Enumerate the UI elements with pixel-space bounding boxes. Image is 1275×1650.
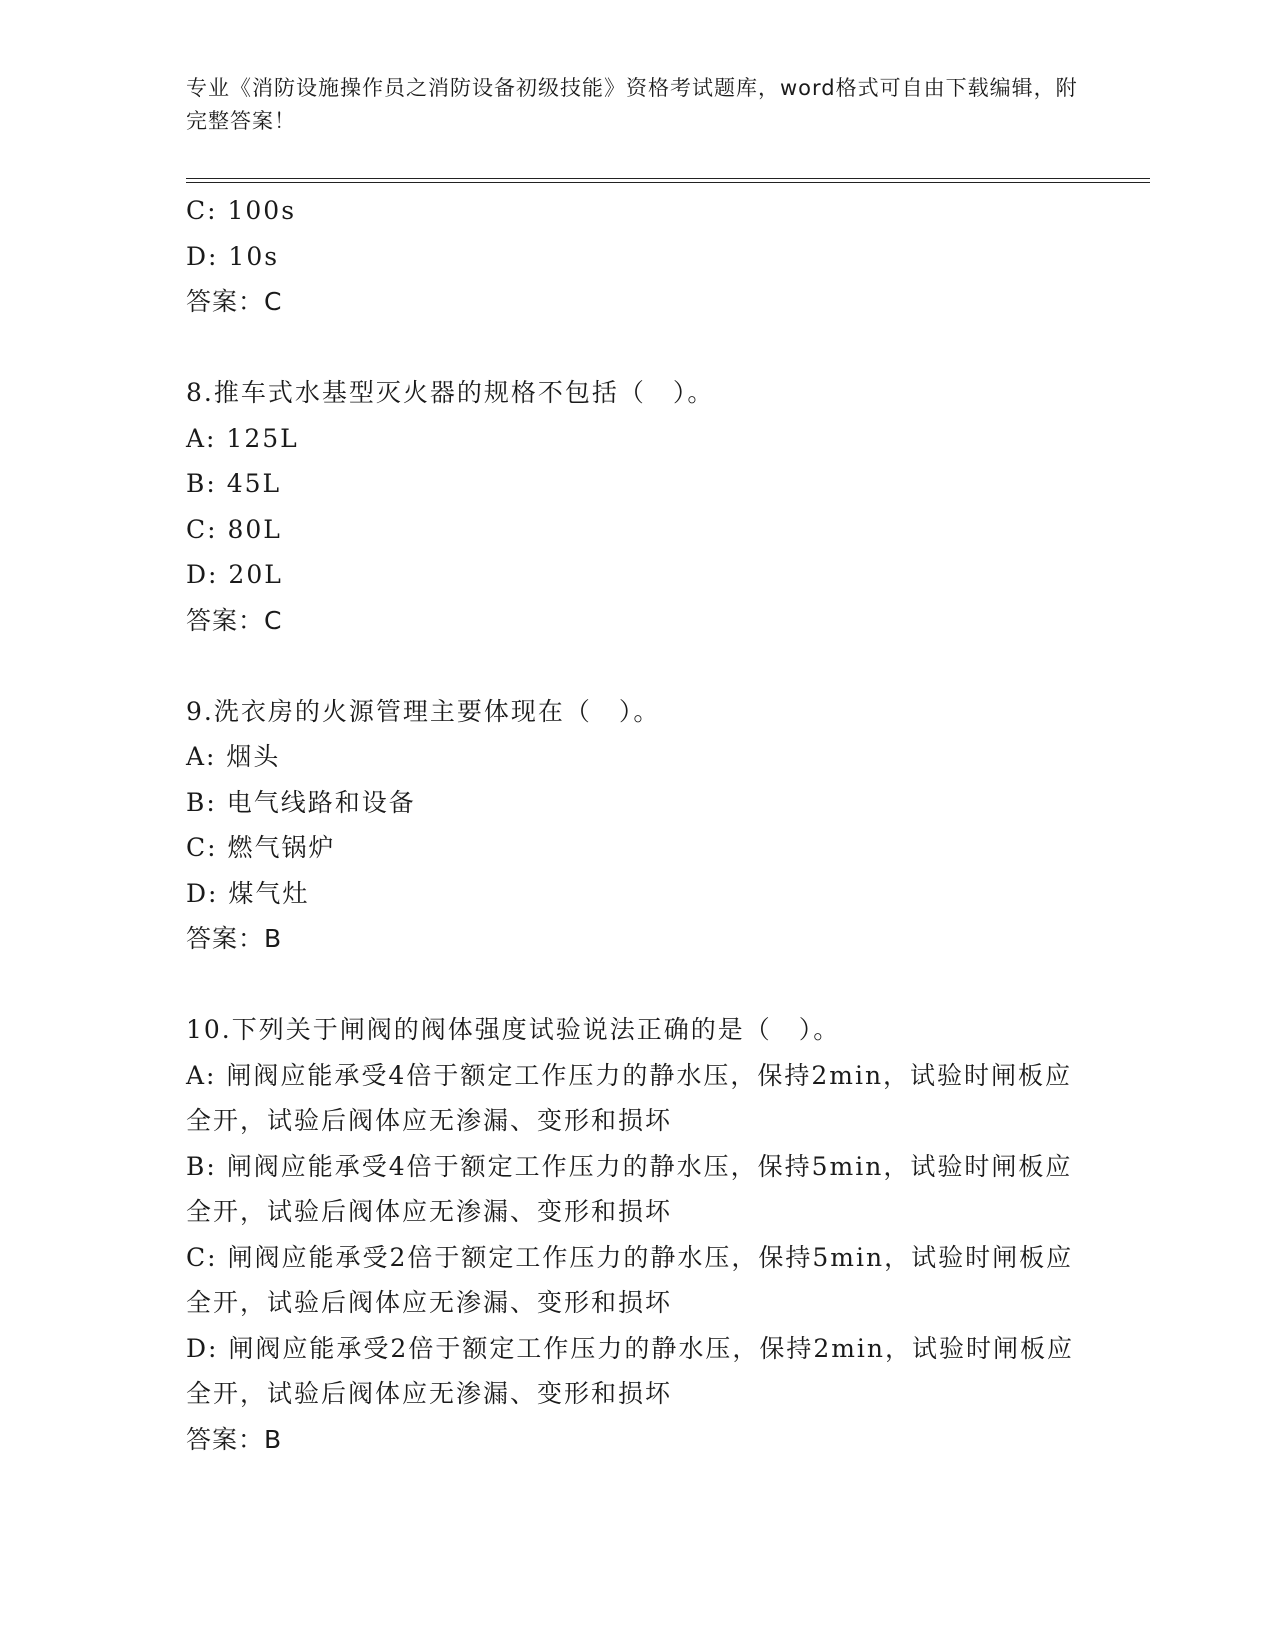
- answer: 答案：C: [186, 605, 283, 635]
- spacer: [186, 325, 1086, 371]
- option-a: A: 125L: [186, 423, 299, 453]
- question-9: [186, 689, 1086, 962]
- option-b: B: 45L: [186, 469, 282, 498]
- question-text: 9.洗衣房的火源管理主要体现在（ ）。: [186, 696, 661, 726]
- option-c: C: 闸阀应能承受2倍于额定工作压力的静水压，保持5min，试验时闸板应全开，试验后阀体应无渗漏、变形和损坏: [186, 1242, 1074, 1317]
- option-c: C: 100s: [186, 196, 297, 225]
- document-header: 专业《消防设施操作员之消防设备初级技能》资格考试题库，word格式可自由下载编辑，附完整答案！: [186, 76, 1078, 133]
- option-b: B: 闸阀应能承受4倍于额定工作压力的静水压，保持5min，试验时闸板应全开，试验后阀体应无渗漏、变形和损坏: [186, 1151, 1073, 1226]
- option-a: A: 闸阀应能承受4倍于额定工作压力的静水压，保持2min，试验时闸板应全开，试验后阀体应无渗漏、变形和损坏: [186, 1060, 1073, 1135]
- question-10: [186, 1007, 1086, 1462]
- answer: 答案：C: [186, 287, 283, 316]
- question-text: 10.下列关于闸阀的阀体强度试验说法正确的是（ ）。: [186, 1015, 841, 1044]
- option-c: C: 80L: [186, 514, 282, 544]
- option-d: D: 闸阀应能承受2倍于额定工作压力的静水压，保持2min，试验时闸板应全开，试验后阀体应无渗漏、变形和损坏: [186, 1333, 1075, 1408]
- option-c: C: 燃气锅炉: [186, 833, 336, 862]
- answer: 答案：B: [186, 1424, 283, 1454]
- answer: 答案：B: [186, 924, 283, 953]
- spacer: [186, 962, 1086, 1008]
- question-list: [186, 188, 1086, 1462]
- header-rule-top: [186, 178, 1150, 179]
- option-d: D: 20L: [186, 560, 283, 589]
- option-d: D: 煤气灶: [186, 878, 310, 908]
- option-b: B: 电气线路和设备: [186, 787, 416, 817]
- option-d: D: 10s: [186, 241, 280, 271]
- previous-question-tail: [186, 188, 1086, 325]
- spacer: [186, 643, 1086, 689]
- question-8: [186, 370, 1086, 643]
- option-a: A: 烟头: [186, 742, 281, 771]
- header-rule-bottom: [186, 182, 1150, 183]
- question-text: 8.推车式水基型灭火器的规格不包括（ ）。: [186, 378, 715, 407]
